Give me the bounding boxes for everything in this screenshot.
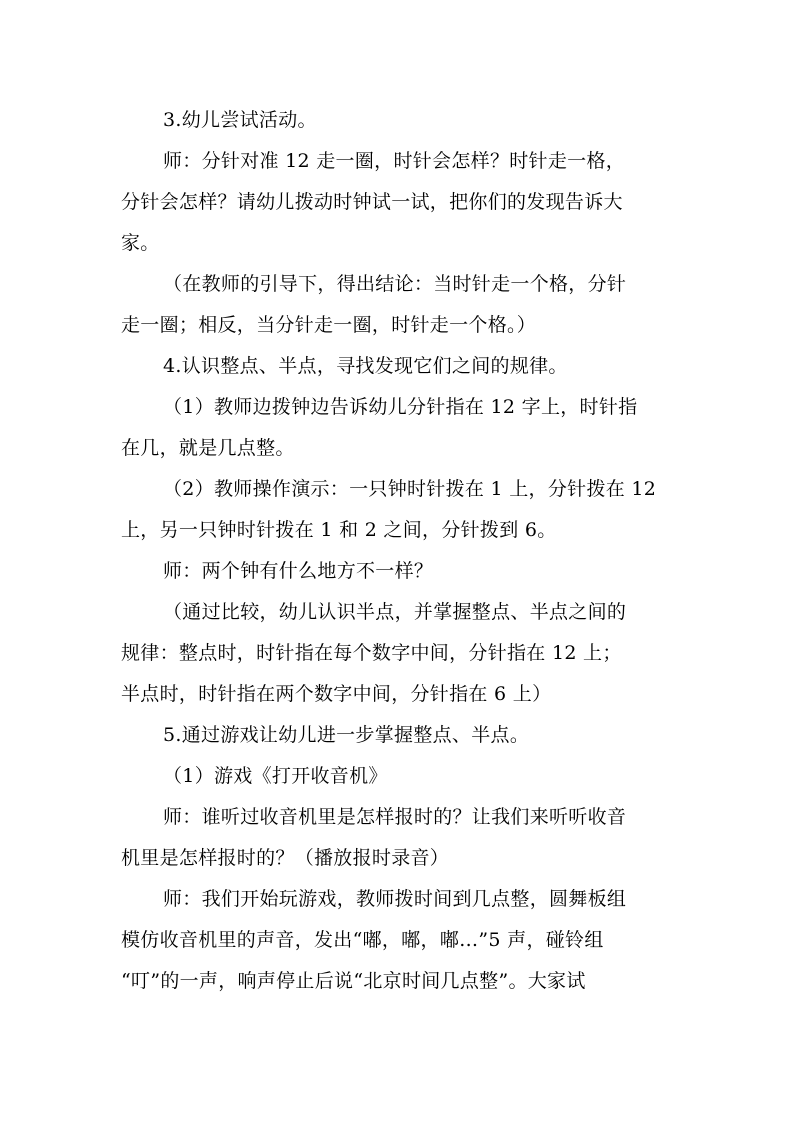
text-line: “叮”的一声，响声停止后说“北京时间几点整”。大家试 bbox=[121, 970, 586, 992]
text-line: 上，另一只钟时针拨在 1 和 2 之间，分针拨到 6。 bbox=[121, 519, 557, 541]
text-line: 4.认识整点、半点，寻找发现它们之间的规律。 bbox=[163, 355, 568, 377]
text-line: 家。 bbox=[121, 232, 160, 254]
text-line: （1）游戏《打开收音机》 bbox=[163, 765, 388, 787]
text-line: 师：我们开始玩游戏，教师拨时间到几点整，圆舞板组 bbox=[163, 888, 627, 910]
text-line: 半点时，时针指在两个数字中间，分针指在 6 上） bbox=[121, 683, 552, 705]
text-line: 师：两个钟有什么地方不一样？ bbox=[163, 560, 434, 582]
text-line: 机里是怎样报时的？（播放报时录音） bbox=[121, 847, 450, 869]
text-line: 师：分针对准 12 走一圈，时针会怎样？时针走一格， bbox=[163, 150, 626, 172]
text-line: 5.通过游戏让幼儿进一步掌握整点、半点。 bbox=[163, 724, 530, 746]
text-line: 走一圈；相反，当分针走一圈，时针走一个格。） bbox=[121, 314, 537, 336]
text-line: 分针会怎样？请幼儿拨动时钟试一试，把你们的发现告诉大 bbox=[121, 191, 623, 213]
text-line: （2）教师操作演示：一只钟时针拨在 1 上，分针拨在 12 bbox=[163, 478, 657, 500]
text-line: 在几，就是几点整。 bbox=[121, 437, 295, 459]
text-line: 模仿收音机里的声音，发出“嘟，嘟，嘟…”5 声，碰铃组 bbox=[121, 929, 604, 951]
document-body bbox=[121, 100, 681, 1002]
text-line: 师：谁听过收音机里是怎样报时的？让我们来听听收音 bbox=[163, 806, 627, 828]
text-line: （在教师的引导下，得出结论：当时针走一个格，分针 bbox=[163, 273, 627, 295]
text-line: 3.幼儿尝试活动。 bbox=[163, 109, 317, 131]
text-line: （1）教师边拨钟边告诉幼儿分针指在 12 字上，时针指 bbox=[163, 396, 638, 418]
text-line: （通过比较，幼儿认识半点，并掌握整点、半点之间的 bbox=[163, 601, 627, 623]
text-line: 规律：整点时，时针指在每个数字中间，分针指在 12 上； bbox=[121, 642, 622, 664]
